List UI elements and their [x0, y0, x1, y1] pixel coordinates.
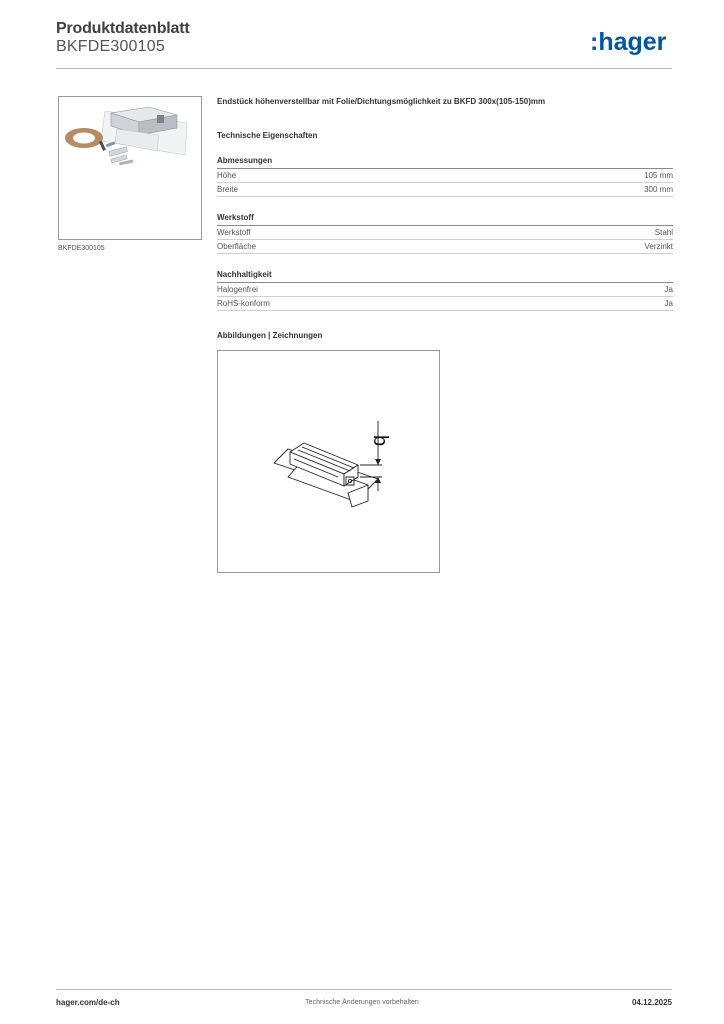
- spec-value: Ja: [664, 299, 673, 308]
- product-code: BKFDE300105: [56, 38, 165, 55]
- specs-panel: [217, 96, 673, 573]
- hager-logo: [588, 26, 678, 58]
- spec-group-sustainability: [217, 270, 673, 311]
- technical-drawing: [217, 350, 440, 573]
- spec-row: [217, 297, 673, 311]
- section-title: Technische Eigenschaften: [217, 131, 318, 140]
- spec-label: Halogenfrei: [217, 285, 258, 294]
- spec-value: Ja: [664, 285, 673, 294]
- footer-divider: [56, 989, 672, 990]
- spec-group-title: Nachhaltigkeit: [217, 270, 673, 283]
- spec-label: Breite: [217, 185, 238, 194]
- spec-value: Stahl: [654, 228, 673, 237]
- spec-row: [217, 183, 673, 197]
- spec-group-material: [217, 213, 673, 254]
- product-image: [58, 96, 202, 240]
- image-caption: BKFDE300105: [58, 245, 105, 252]
- header-divider: [56, 68, 672, 69]
- spec-row: [217, 169, 673, 183]
- spec-label: Höhe: [217, 171, 237, 180]
- drawing-svg: [218, 351, 439, 572]
- footer-website: hager.com/de-ch: [56, 998, 120, 1007]
- logo-text: :hager: [590, 28, 667, 56]
- spec-label: Werkstoff: [217, 228, 251, 237]
- drawings-title: Abbildungen | Zeichnungen: [217, 331, 323, 340]
- spec-value: 105 mm: [644, 171, 673, 180]
- page-title: Produktdatenblatt: [56, 20, 190, 37]
- spec-label: Oberfläche: [217, 242, 257, 251]
- product-description: Endstück höhenverstellbar mit Folie/Dichtungsmöglichkeit zu BKFD 300x(105-150)mm: [217, 97, 546, 106]
- spec-value: 300 mm: [644, 185, 673, 194]
- spec-row: [217, 283, 673, 297]
- footer-date: 04.12.2025: [631, 998, 672, 1007]
- spec-group-dimensions: [217, 156, 673, 197]
- dimension-label: b: [369, 435, 391, 447]
- spec-row: [217, 240, 673, 254]
- spec-group-title: Abmessungen: [217, 156, 673, 169]
- product-photo: [59, 97, 201, 239]
- spec-value: Verzinkt: [644, 242, 673, 251]
- footer-disclaimer: Technische Änderungen vorbehalten: [305, 999, 419, 1006]
- spec-row: [217, 226, 673, 240]
- spec-group-title: Werkstoff: [217, 213, 673, 226]
- spec-label: RoHS-konform: [217, 299, 270, 308]
